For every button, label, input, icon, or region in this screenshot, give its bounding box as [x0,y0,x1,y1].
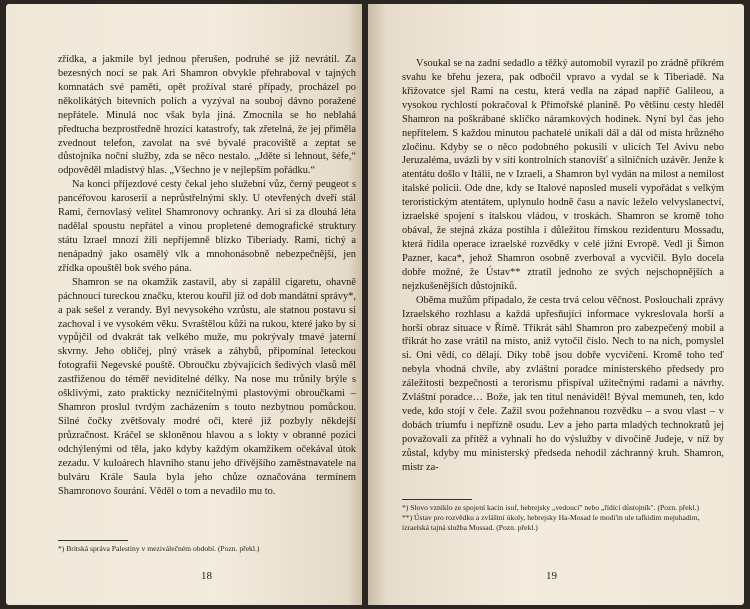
footnote-rule [58,540,128,541]
right-page-text [402,57,724,475]
left-page-text [58,53,356,499]
footnotes [402,503,724,533]
page-number: 18 [201,570,212,582]
right-page [368,4,744,605]
paragraph: zřídka, a jakmile byl jednou přerušen, podruhé se již nevrátil. Za bezesných nocí se pak Ari Shamron obvykle přehraboval v tajných komnatách své paměti, opět prožíval staré případy, procházel po několikátých bitevních polích a vyzýval na souboj dávno poražené nepřátele. Minulá noc však byla jiná. Zmocnila se ho neblahá předtucha bezprostředně hrozící katastrofy, tak zřetelná, že jej přiměla zvednout telefon, zavolat na své bývalé pracoviště a zeptat se důstojníka noční služby, zda se něco nestalo. „Jděte si lehnout, šéfe,“ odpověděl mladistvý hlas. „Všechno je v nejlepším pořádku.“ [58,54,356,177]
footnote-rule [402,499,472,500]
paragraph: Na konci příjezdové cesty čekal jeho služební vůz, černý peugeot s pancéřovou karoserií a neprůstřelnými skly. U otevřených dveří stál Rami, černovlasý velitel Shamronovy ochranky. Ari si za dlouhá léta nadělal spoustu nepřátel a vinou propletené demografické struktury státu Izrael mnozí žili nepříjemně blízko Tiberiady. Rami, tichý a nenápadný jako osamělý vlk a mnohonásobně nebezpečnější, jen zřídka opouštěl bok svého pána. [58,179,356,274]
page-number: 19 [546,570,557,582]
left-page [6,4,362,605]
paragraph: Oběma mužům připadalo, že cesta trvá celou věčnost. Poslouchali zprávy Izraelského rozhlasu a každá upřesňující informace vykreslovala horší a horší obraz situace v Římě. Třikrát sáhl Shamron pro zabezpečený mobil a třikrát ho zase vrátil na místo, aniž vytočil číslo. Nech to na nich, pomyslel si. Oni vědí, co dělají. Díky tobě jsou dobře vycvičení. Kromě toho teď nebyla vhodná chvíle, aby zvláštní poradce ministerského předsedy pro záležitosti bezpečnosti a terorismu přispíval užitečnými radami a návrhy. Zvláštní poradce… Bože, jak ten titul nenáviděl! Býval memuneh, ten, kdo vede, kdo stojí v čele. Zažil svou požehnanou rozvědku – a svou vlast – v dobách triumfu i nepřízně osudu. Lev a jeho parta mladých technokratů jej považovali za přítěž a vyhnali ho do výslužby v divočině Judeje, v níž by zůstal, kdyby mu ministerský předseda nehodil záchranný kruh. Shamron, mistr za- [402,294,724,473]
footnote: *) Slovo vzniklo ze spojení kacin isuf, hebrejsky „vedoucí" nebo „řídící důstojník". (Pozn. překl.) [402,503,700,512]
paragraph: Shamron se na okamžik zastavil, aby si zapálil cigaretu, ohavně páchnoucí tureckou značku, kterou kouřil již od dob mandátní správy*, a pak sešel z verandy. Byl nevysokého vzrůstu, ale statnou postavu si zachoval i ve vysokém věku. Svraštělou kůži na rukou, které jako by si vypůjčil od dvakrát tak velkého muže, mu pokrývaly tmavé jaterní skvrny. Jeho obličej, plný vrásek a záhybů, připomínal leteckou fotografii Negevské pouště. Obroučku zbývajících šedivých vlasů měl zastřiženou do téměř neviditelné délky. Na nose mu trůnily brýle s ošklivými, zato prakticky nezničitelnými plastovými obroučkami – Shamron proslul tvrdým zacházením s touto nezbytnou pomůckou. Silné čočky zvětšovaly modré oči, které již pozbyly někdejší průzračnost. Kráčel se skloněnou hlavou a s lokty v obranné pozici odchýlenými od těla, jako kdyby každým okamžikem očekával útok zezadu. V kuloárech hlavního stanu jeho dřívějšího zaměstnavatele na bulváru Krále Saula byla jeho chůze označována termínem Shamronovo šourání. Věděl o tom a nevadilo mu to. [58,276,356,497]
footnote: **) Ústav pro rozvědku a zvláštní úkoly, hebrejsky Ha-Mosad le modi'in ule tafkidim mejuhadim, izraelská tajná služba Mossad. (Pozn. překl.) [402,513,700,532]
footnotes [58,544,356,554]
footnote: *) Britská správa Palestiny v meziválečném období. (Pozn. překl.) [58,544,260,553]
paragraph: Vsoukal se na zadní sedadlo a těžký automobil vyrazil po zrádně příkrém svahu ke břehu jezera, pak odbočil vpravo a vydal se k Tiberiadě. Na křižovatce sjel Rami na cestu, která vedla na západ napříč Galileou, a vysokou rychlostí pokračoval k Přímořské planině. Po většinu cesty hleděl Shamron na poškrábané sklíčko náramkových hodinek. Nyní byl čas jeho nepřítelem. S každou minutou pachatelé unikali dál a dál od místa hrůzného zločinu. Kdyby se o něco podobného pokusili v ulicích Tel Avivu nebo Jeruzaléma, uvázli by v síti kontrolních stanovišť a silničních uzávěr. Jenže k atentátu došlo v Itálii, ne v Izraeli, a Shamron byl vydán na milost a nemilost italské policii. Ode dne, kdy se Italové naposled museli vypořádat s velkým teroristickým atentátem, uplynulo hodně času a navíc leželo velvyslanectví, izraelské spojení s italskou vládou, v troskách. Shamron se kromě toho obával, že stejná zkáza postihla i důležitou římskou rezidenturu Mossadu, která řídila operace izraelské rozvědky v celé jižní Evropě. Vedl ji Šimon Pazner, kaca*, jehož Shamron osobně zverboval a vycvičil. Bylo docela dobře možné, že Ústav** ztratil jednoho ze svých nejschopnějších a nejzkušenějších důstojníků. [402,58,724,292]
